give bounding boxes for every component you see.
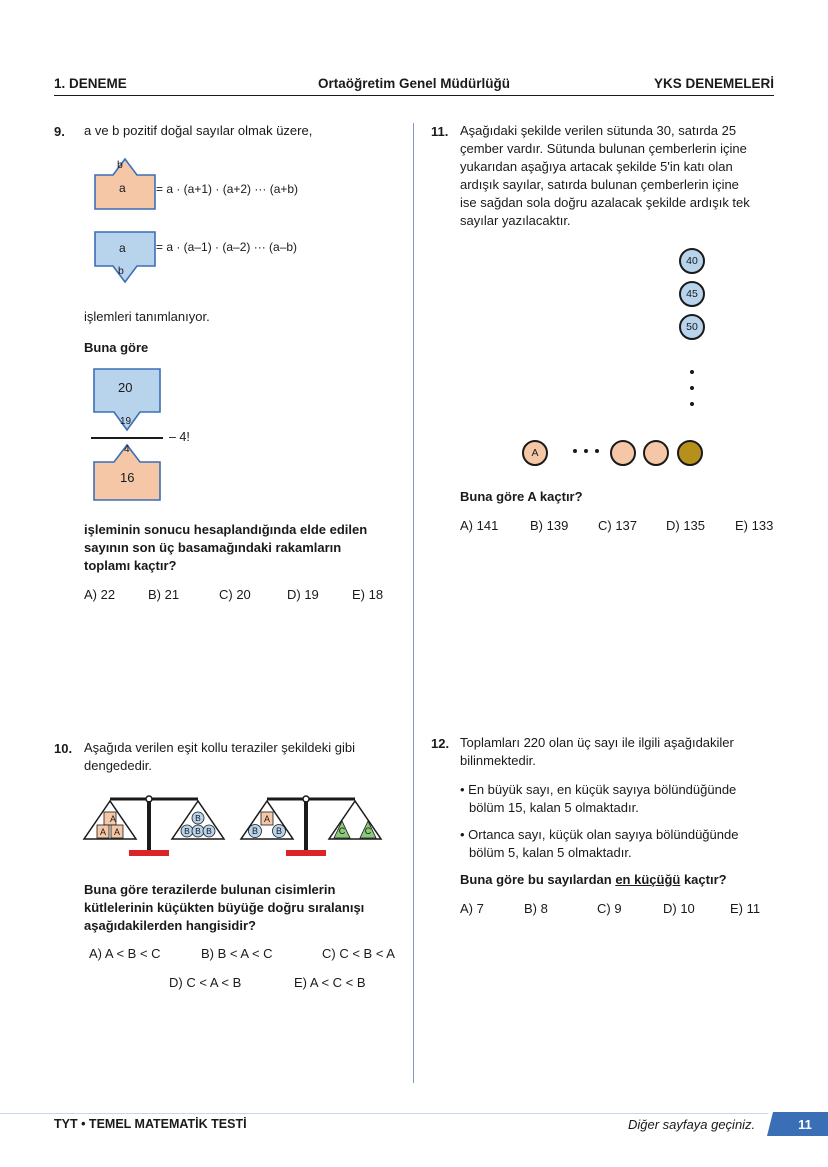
q9-up-formula: = a · (a+1) · (a+2) ··· (a+b) (156, 182, 299, 196)
q11-vdot-1 (690, 370, 694, 374)
q10-option-c[interactable]: C) C < B < A (322, 946, 395, 961)
q9-intro: a ve b pozitif doğal sayılar olmak üzere, (84, 123, 313, 138)
header-exam-title: 1. DENEME (54, 76, 127, 91)
q10-s2-label-b-1: B (251, 826, 258, 836)
q9-question-l2: sayının son üç basamağındaki rakamların (84, 540, 342, 555)
q11-intro-l4: ardışık sayılar, satırda bulunan çemberlerin içine (460, 177, 739, 192)
q12-bullet2-l2: bölüm 5, kalan 5 olmaktadır. (469, 845, 632, 860)
q12-bullet1-l1: • En büyük sayı, en küçük sayıya bölündüğünde (460, 782, 737, 797)
q10-option-e[interactable]: E) A < C < B (294, 975, 366, 990)
q9-bottom-value: 16 (120, 470, 135, 485)
q10-intro-l2: dengededir. (84, 758, 152, 773)
q11-column-circle-2: 45 (679, 281, 705, 307)
q9-number: 9. (54, 124, 65, 139)
q10-intro-l1: Aşağıda verilen eşit kollu teraziler şekildeki gibi (84, 740, 355, 755)
q12-option-d[interactable]: D) 10 (663, 901, 695, 916)
q11-option-a[interactable]: A) 141 (460, 518, 499, 533)
q9-fraction-bar (91, 437, 163, 439)
footer-page-number: 11 (798, 1117, 812, 1132)
q10-s1-label-a-right: A (113, 827, 120, 837)
q10-option-b[interactable]: B) B < A < C (201, 946, 273, 961)
q9-down-formula: = a · (a–1) · (a–2) ··· (a–b) (156, 240, 298, 254)
q10-option-d[interactable]: D) C < A < B (169, 975, 242, 990)
q10-s2-label-a: A (263, 814, 270, 824)
q11-intro-l5: ise sağdan sola doğru azalacak şekilde ardışık tek (460, 195, 750, 210)
q11-question: Buna göre A kaçtır? (460, 489, 583, 504)
q11-number: 11. (431, 124, 449, 139)
q10-number: 10. (54, 741, 73, 756)
q9-minus-factorial: – 4! (169, 430, 190, 444)
q9-down-b: b (118, 265, 124, 277)
q10-s1-label-a-left: A (99, 827, 106, 837)
q11-column-circle-3: 50 (679, 314, 705, 340)
q11-corner-circle (677, 440, 703, 466)
q9-option-c[interactable]: C) 20 (219, 587, 251, 602)
q11-intro-l6: sayılar yazılacaktır. (460, 213, 571, 228)
q9-option-b[interactable]: B) 21 (148, 587, 180, 602)
q11-option-d[interactable]: D) 135 (666, 518, 706, 533)
q9-option-d[interactable]: D) 19 (287, 587, 319, 602)
q10-s1-label-b-2: B (195, 826, 201, 836)
q11-hdot-1 (573, 449, 577, 453)
q11-intro-l1: Aşağıdaki şekilde verilen sütunda 30, satırda 25 (460, 123, 737, 138)
q10-s2-label-c-2: C (364, 826, 372, 836)
header-ministry: Ortaöğretim Genel Müdürlüğü (318, 76, 511, 91)
q10-s2-label-b-2: B (275, 826, 282, 836)
header-rule (54, 95, 774, 96)
header-series: YKS DENEMELERİ (653, 76, 774, 91)
q11-option-b[interactable]: B) 139 (530, 518, 569, 533)
q11-row-circle-3 (610, 440, 636, 466)
q11-vdot-3 (690, 402, 694, 406)
q9-down-arrow-box (90, 228, 160, 286)
q9-option-a[interactable]: A) 22 (84, 587, 116, 602)
footer-next-page: Diğer sayfaya geçiniz. (628, 1117, 756, 1132)
q9-defined: işlemleri tanımlanıyor. (84, 309, 210, 324)
q10-s1-label-b-3: B (206, 826, 212, 836)
q9-top-value: 20 (118, 380, 133, 395)
q10-s1-label-b-top: B (195, 813, 201, 823)
q12-option-a[interactable]: A) 7 (460, 901, 484, 916)
q11-vdot-2 (690, 386, 694, 390)
q12-question (460, 872, 727, 887)
q12-question-underlined: en küçüğü (615, 872, 681, 887)
q9-up-a: a (119, 181, 126, 195)
q9-up-b: b (117, 159, 123, 171)
q11-hdot-3 (595, 449, 599, 453)
q11-option-c[interactable]: C) 137 (598, 518, 638, 533)
footer-test-name: TYT • TEMEL MATEMATİK TESTİ (54, 1117, 247, 1131)
q9-question-l1: işleminin sonucu hesaplandığında elde edilen (84, 522, 368, 537)
q9-bottom-sub: 4 (124, 444, 130, 455)
q11-intro-l2: çember vardır. Sütunda bulunan çemberlerin içine (460, 141, 747, 156)
footer-rule (0, 1113, 828, 1114)
q12-option-b[interactable]: B) 8 (524, 901, 548, 916)
q10-question-l2: kütlelerinin küçükten büyüğe doğru sıralanışı (84, 900, 365, 915)
q9-buna-gore: Buna göre (84, 340, 149, 355)
q9-down-a: a (119, 241, 126, 255)
q12-number: 12. (431, 736, 450, 751)
q12-intro-l2: bilinmektedir. (460, 753, 536, 768)
q12-option-e[interactable]: E) 11 (730, 901, 761, 916)
q10-option-a[interactable]: A) A < B < C (89, 946, 161, 961)
q12-bullet1-l2: bölüm 15, kalan 5 olmaktadır. (469, 800, 639, 815)
q10-question-l3: aşağıdakilerden hangisidir? (84, 918, 256, 933)
q12-question-post: kaçtır? (680, 872, 727, 887)
q9-option-e[interactable]: E) 18 (352, 587, 384, 602)
q11-row-circle-2 (643, 440, 669, 466)
q10-s1-label-a-top: A (109, 814, 116, 824)
q10-s1-label-b-1: B (184, 826, 190, 836)
q9-question-l3: toplamı kaçtır? (84, 558, 177, 573)
q11-hdot-2 (584, 449, 588, 453)
q11-intro-l3: yukarıdan aşağıya artacak şekilde 5'in katı olan (460, 159, 733, 174)
q9-top-sub: 19 (120, 416, 132, 427)
column-divider (413, 123, 414, 1083)
q12-question-pre: Buna göre bu sayılardan (460, 872, 616, 887)
q12-bullet2-l1: • Ortanca sayı, küçük olan sayıya bölündüğünde (460, 827, 739, 842)
q11-option-e[interactable]: E) 133 (735, 518, 774, 533)
q10-question-l1: Buna göre terazilerde bulunan cisimlerin (84, 882, 336, 897)
q11-column-circle-1: 40 (679, 248, 705, 274)
q12-option-c[interactable]: C) 9 (597, 901, 622, 916)
q10-s2-label-c-1: C (338, 826, 346, 836)
q12-intro-l1: Toplamları 220 olan üç sayı ile ilgili aşağıdakiler (460, 735, 734, 750)
q11-row-circle-a: A (522, 440, 548, 466)
